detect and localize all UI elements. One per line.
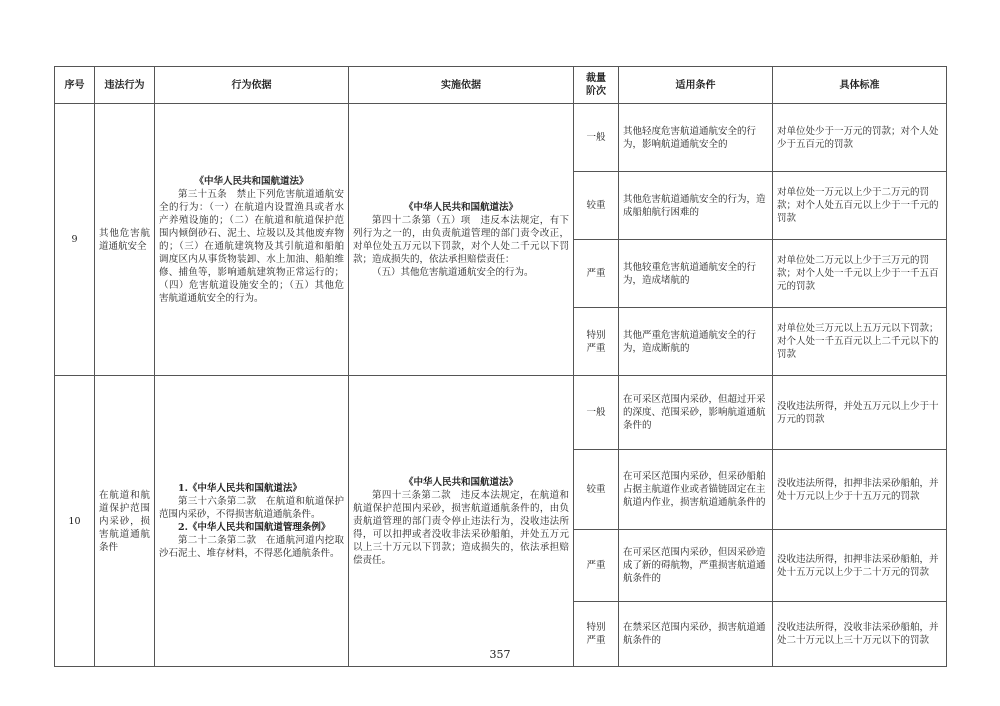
level-cell: 严重 xyxy=(574,530,619,602)
level-cell: 一般 xyxy=(574,104,619,172)
standard-cell: 对单位处三万元以上五万元以下罚款；对个人处一千五百元以上二千元以下的罚款 xyxy=(773,308,947,376)
condition-cell: 在可采区范围内采砂，但超过开采的深度、范围采砂，影响航道通航条件的 xyxy=(619,376,773,450)
implementation-title: 《中华人民共和国航道法》 xyxy=(403,476,518,488)
standard-cell: 没收违法所得，扣押非法采砂船舶，并处十万元以上少于十五万元的罚款 xyxy=(773,450,947,530)
table-row xyxy=(55,104,947,172)
level-cell: 较重 xyxy=(574,172,619,240)
header-basis: 行为依据 xyxy=(155,67,349,104)
condition-cell: 在可采区范围内采砂，但采砂船舶占据主航道作业或者锚链固定在主航道内作业，损害航道通航条件的 xyxy=(619,450,773,530)
basis-title: 《中华人民共和国航道法》 xyxy=(194,175,309,187)
level-cell: 特别严重 xyxy=(574,308,619,376)
level-cell: 特别严重 xyxy=(574,602,619,667)
basis-text: 第三十六条第二款 在航道和航道保护范围内采砂，不得损害航道通航条件。 xyxy=(159,496,344,520)
table-row xyxy=(55,376,947,450)
basis-text: 第三十五条 禁止下列危害航道通航安全的行为：（一）在航道内设置渔具或者水产养殖设施的；（二）在航道和航道保护范围内倾倒砂石、泥土、垃圾以及其他废弃物的；（三）在通航建筑物及其引航道和船舶调度区内从事货物装卸、水上加油、船舶维修、捕鱼等，影响通航建筑物正常运行的；（四）危害航道设施安全的；（五）其他危害航道通航安全的行为。 xyxy=(159,188,344,304)
row-number: 10 xyxy=(55,376,95,667)
condition-cell: 其他较重危害航道通航安全的行为，造成堵航的 xyxy=(619,240,773,308)
implementation-cell xyxy=(349,376,574,667)
header-row xyxy=(55,67,947,104)
condition-cell: 其他危害航道通航安全的行为，造成船舶航行困难的 xyxy=(619,172,773,240)
level-cell: 较重 xyxy=(574,450,619,530)
basis-title: 2.《中华人民共和国航道管理条例》 xyxy=(178,522,331,533)
header-standard: 具体标准 xyxy=(773,67,947,104)
standard-cell: 对单位处一万元以上少于二万元的罚款；对个人处五百元以上少于一千元的罚款 xyxy=(773,172,947,240)
basis-cell xyxy=(155,376,349,667)
condition-cell: 其他轻度危害航道通航安全的行为，影响航道通航安全的 xyxy=(619,104,773,172)
header-condition: 适用条件 xyxy=(619,67,773,104)
implementation-title: 《中华人民共和国航道法》 xyxy=(403,201,518,213)
header-violation: 违法行为 xyxy=(95,67,155,104)
implementation-text: 第四十三条第二款 违反本法规定，在航道和航道保护范围内采砂，损害航道通航条件的，由负责航道管理的部门责令停止违法行为，没收违法所得，可以扣押或者没收非法采砂船舶，并处五万元以上三十万元以下罚款；造成损失的，依法承担赔偿责任。 xyxy=(353,489,569,566)
header-no: 序号 xyxy=(55,67,95,104)
implementation-text-item: （五）其他危害航道通航安全的行为。 xyxy=(372,266,534,278)
row-number: 9 xyxy=(55,104,95,376)
basis-title: 1.《中华人民共和国航道法》 xyxy=(178,483,302,494)
standard-cell: 没收违法所得，扣押非法采砂船舶，并处十五万元以上少于二十万元的罚款 xyxy=(773,530,947,602)
basis-text: 第二十二条第二款 在通航河道内挖取沙石泥土、堆存材料，不得恶化通航条件。 xyxy=(159,535,344,559)
violation-cell: 在航道和航道保护范围内采砂，损害航道通航条件 xyxy=(95,376,155,667)
page-number: 357 xyxy=(489,648,511,661)
condition-cell: 在禁采区范围内采砂，损害航道通航条件的 xyxy=(619,602,773,667)
header-implementation: 实施依据 xyxy=(349,67,574,104)
standard-cell: 对单位处少于一万元的罚款；对个人处少于五百元的罚款 xyxy=(773,104,947,172)
violation-cell: 其他危害航道通航安全 xyxy=(95,104,155,376)
implementation-text: 第四十二条第（五）项 违反本法规定，有下列行为之一的，由负责航道管理的部门责令改正，对单位处五万元以下罚款，对个人处二千元以下罚款；造成损失的，依法承担赔偿责任： xyxy=(353,214,569,265)
level-cell: 严重 xyxy=(574,240,619,308)
level-cell: 一般 xyxy=(574,376,619,450)
implementation-cell xyxy=(349,104,574,376)
basis-cell xyxy=(155,104,349,376)
condition-cell: 其他严重危害航道通航安全的行为，造成断航的 xyxy=(619,308,773,376)
condition-cell: 在可采区范围内采砂，但因采砂造成了新的碍航物，严重损害航道通航条件的 xyxy=(619,530,773,602)
header-level: 裁量阶次 xyxy=(574,67,619,104)
penalty-table xyxy=(54,66,947,667)
standard-cell: 对单位处二万元以上少于三万元的罚款；对个人处一千元以上少于一千五百元的罚款 xyxy=(773,240,947,308)
standard-cell: 没收违法所得，没收非法采砂船舶，并处二十万元以上三十万元以下的罚款 xyxy=(773,602,947,667)
standard-cell: 没收违法所得，并处五万元以上少于十万元的罚款 xyxy=(773,376,947,450)
